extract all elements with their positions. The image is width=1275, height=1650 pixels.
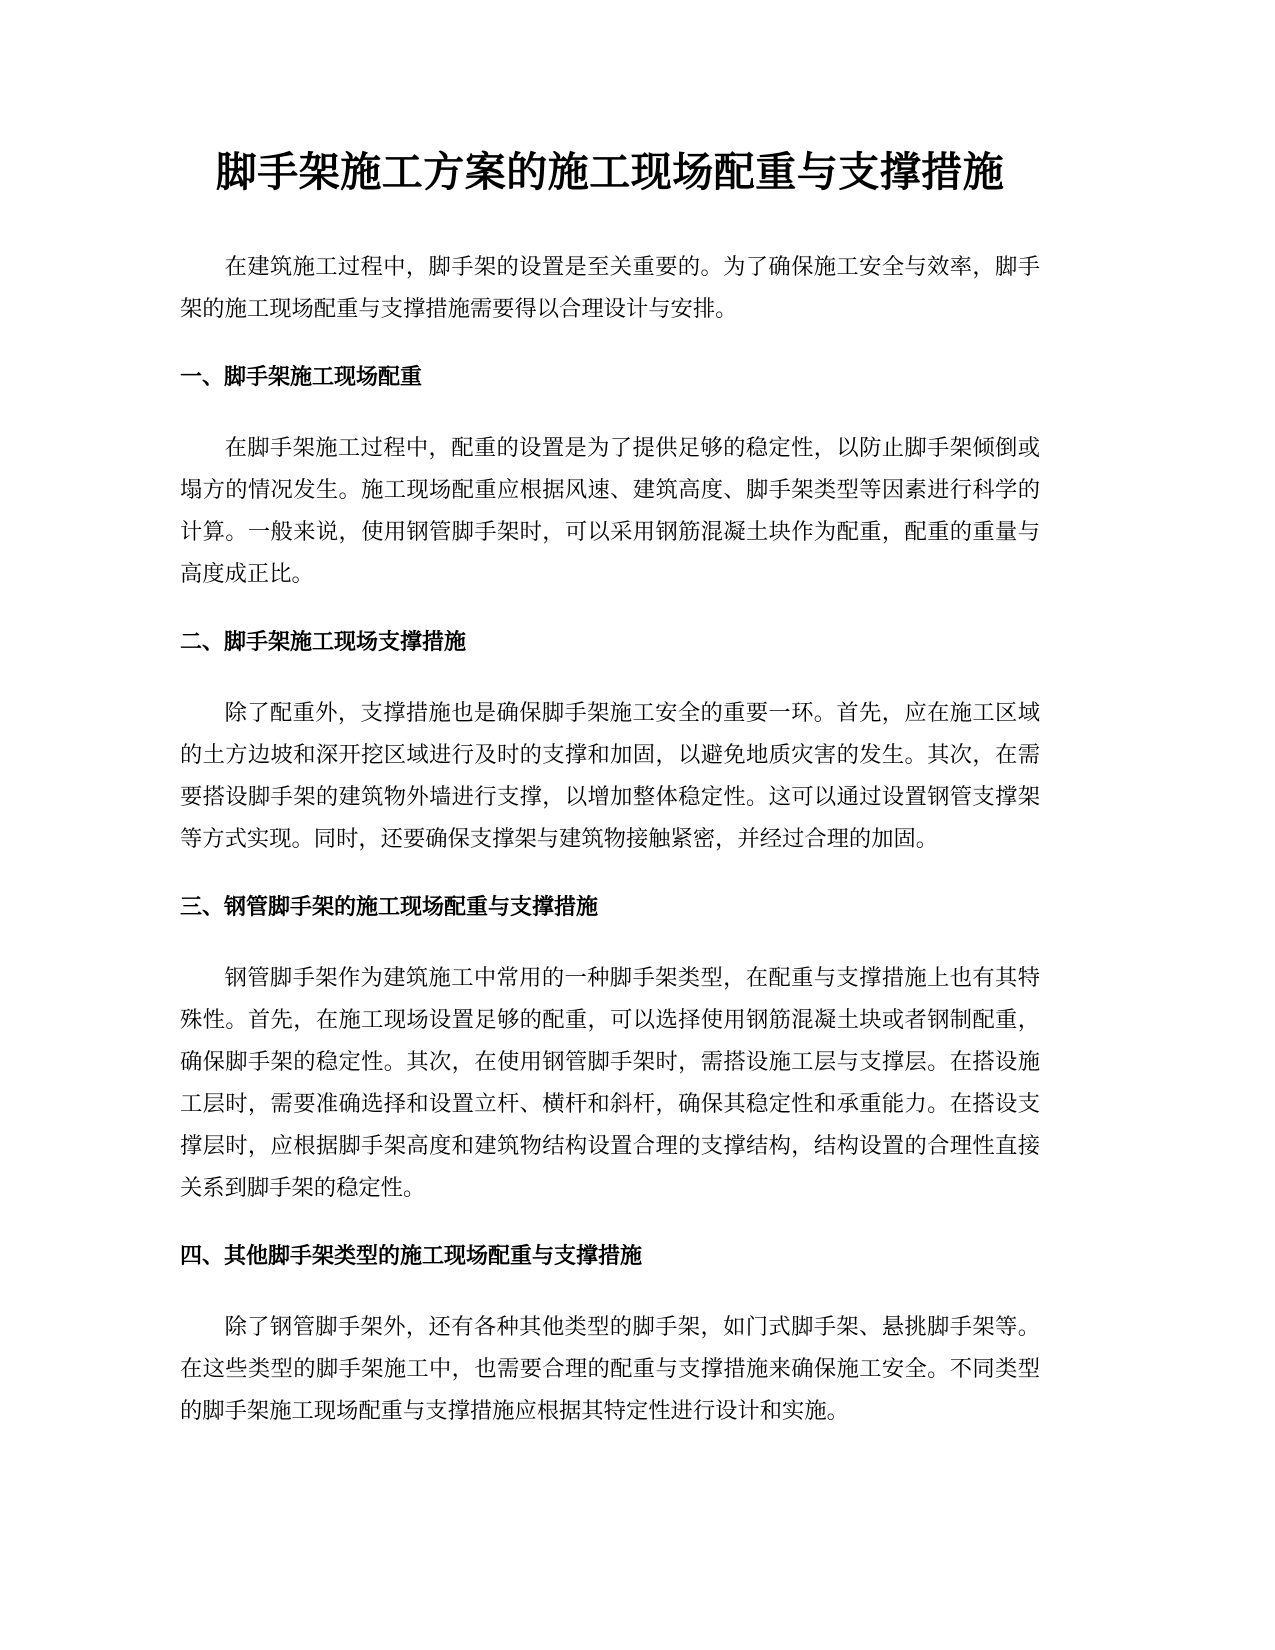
section-body-4: 除了钢管脚手架外，还有各种其他类型的脚手架，如门式脚手架、悬挑脚手架等。在这些类型的脚手架施工中，也需要合理的配重与支撑措施来确保施工安全。不同类型的脚手架施工现场配重与支撑措施应根据其特定性进行设计和实施。 (180, 1314, 1040, 1424)
section-heading-3: 三、钢管脚手架的施工现场配重与支撑措施 (180, 895, 599, 920)
document-page (180, 140, 1040, 1432)
intro-paragraph: 在建筑施工过程中，脚手架的设置是至关重要的。为了确保施工安全与效率，脚手架的施工现场配重与支撑措施需要得以合理设计与安排。 (180, 254, 1040, 322)
section-body-2: 除了配重外，支撑措施也是确保脚手架施工安全的重要一环。首先，应在施工区域的土方边坡和深开挖区域进行及时的支撑和加固，以避免地质灾害的发生。其次，在需要搭设脚手架的建筑物外墙进行支撑，以增加整体稳定性。这可以通过设置钢管支撑架等方式实现。同时，还要确保支撑架与建筑物接触紧密，并经过合理的加固。 (180, 700, 1040, 852)
section-heading-4: 四、其他脚手架类型的施工现场配重与支撑措施 (180, 1244, 643, 1269)
section-heading-2: 二、脚手架施工现场支撑措施 (180, 630, 467, 655)
section-heading-1: 一、脚手架施工现场配重 (180, 365, 423, 390)
document-title: 脚手架施工方案的施工现场配重与支撑措施 (215, 148, 1005, 196)
section-body-3: 钢管脚手架作为建筑施工中常用的一种脚手架类型，在配重与支撑措施上也有其特殊性。首先，在施工现场设置足够的配重，可以选择使用钢筋混凝土块或者钢制配重，确保脚手架的稳定性。其次，在使用钢管脚手架时，需搭设施工层与支撑层。在搭设施工层时，需要准确选择和设置立杆、横杆和斜杆，确保其稳定性和承重能力。在搭设支撑层时，应根据脚手架高度和建筑物结构设置合理的支撑结构，结构设置的合理性直接关系到脚手架的稳定性。 (180, 965, 1040, 1201)
section-body-1: 在脚手架施工过程中，配重的设置是为了提供足够的稳定性，以防止脚手架倾倒或塌方的情况发生。施工现场配重应根据风速、建筑高度、脚手架类型等因素进行科学的计算。一般来说，使用钢管脚手架时，可以采用钢筋混凝土块作为配重，配重的重量与高度成正比。 (180, 435, 1040, 587)
